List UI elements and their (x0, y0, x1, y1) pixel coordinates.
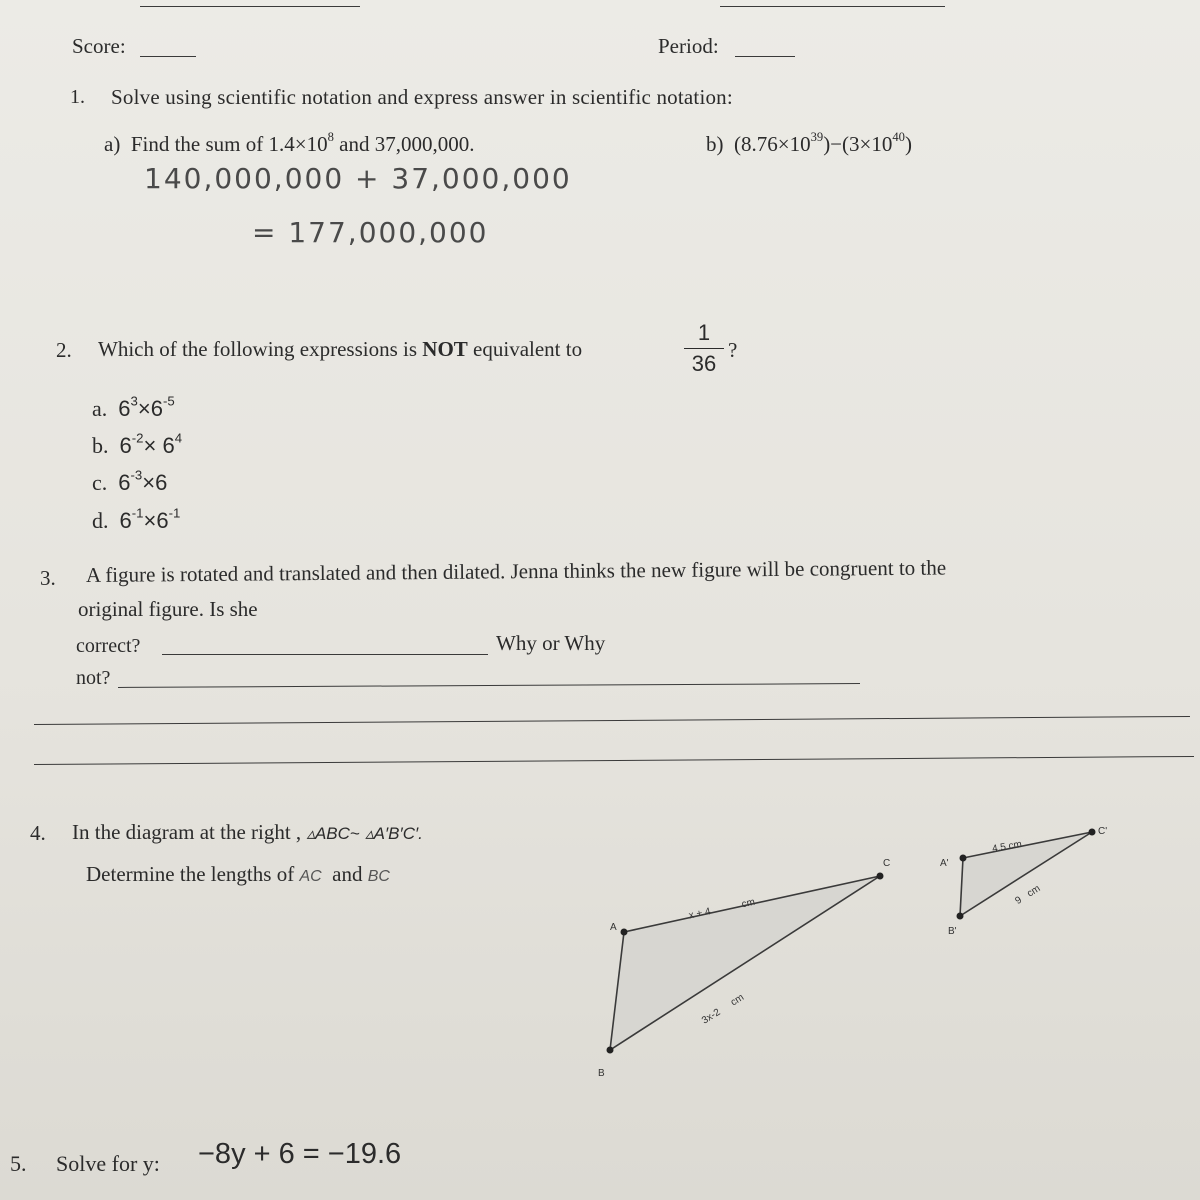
q2-prompt-bold: NOT (422, 337, 468, 361)
option-label: c. (92, 470, 108, 495)
option-op: ×6 (142, 470, 168, 495)
side-a2c2-label: 4.5 cm (991, 838, 1023, 855)
vertex-c-label: C (883, 858, 891, 869)
option-exp1: -1 (131, 505, 144, 521)
q1-b-exp1: 39 (810, 129, 824, 144)
vertex-c2-label: C' (1098, 826, 1108, 837)
q5-number: 5. (10, 1151, 27, 1176)
vertex-b-dot (607, 1047, 614, 1054)
option-op: × 6 (143, 433, 175, 458)
q5-prompt: Solve for y: (56, 1151, 160, 1176)
q1-a-text: Find the sum of 1.4×10 (130, 132, 328, 156)
vertex-a2-label: A' (940, 858, 949, 869)
q2-fraction-numerator: 1 (697, 320, 711, 345)
q2-fraction-denominator: 36 (691, 351, 717, 376)
q3-line1: A figure is rotated and translated and then dilated. Jenna thinks the new figure will be congruent to the (85, 555, 947, 587)
q1-b-label: b) (706, 132, 724, 156)
q1-handwritten-work-2: = 177,000,000 (252, 216, 489, 249)
q3-not-label: not? (76, 667, 111, 689)
vertex-b-label: B (598, 1068, 605, 1079)
q3-line2: original figure. Is she (78, 597, 258, 621)
option-exp1: -2 (131, 430, 144, 446)
q3-number: 3. (40, 566, 56, 590)
q2-prompt-after: equivalent to (467, 337, 583, 361)
option-op: ×6 (137, 396, 163, 421)
vertex-a2-dot (960, 855, 967, 862)
q1-b-exp2: 40 (892, 129, 905, 144)
q3-why-label: Why or Why (496, 631, 606, 655)
q4-number: 4. (30, 821, 46, 845)
side-bc-label: 3x-2 (700, 1006, 723, 1027)
side-b2c2-label: 9 (1013, 894, 1024, 907)
q4-segment-bc: BC (367, 868, 390, 885)
q4-and: and (332, 862, 363, 886)
q2-prompt-before: Which of the following expressions is (98, 337, 423, 361)
period-label: Period: (658, 34, 719, 58)
side-bc-unit: cm (728, 992, 747, 1009)
option-exp1: -3 (130, 467, 143, 483)
q4-triangle-abc: ▵ABC (306, 824, 350, 843)
vertex-c-dot (877, 873, 884, 880)
q2-number: 2. (56, 338, 72, 362)
q1-b-close: ) (904, 132, 912, 156)
vertex-b2-label: B' (948, 926, 957, 937)
option-base: 6 (119, 433, 132, 458)
q4-line2-text: Determine the lengths of (86, 862, 295, 886)
vertex-b2-dot (957, 913, 964, 920)
q4-segment-ac: AC (299, 868, 322, 885)
option-exp1: 3 (130, 393, 138, 409)
option-label: b. (92, 433, 109, 458)
q4-similar-sign: ~ (349, 824, 360, 843)
option-base: 6 (119, 508, 132, 533)
q1-a-label: a) (104, 132, 121, 156)
option-exp2: -1 (168, 505, 181, 521)
triangle-abc-prime (960, 832, 1092, 916)
side-ac-label: x + 4 (687, 906, 712, 922)
side-ac-unit: cm (740, 896, 757, 911)
q5-equation: −8y + 6 = −19.6 (198, 1138, 402, 1170)
q1-number: 1. (70, 86, 85, 108)
q1-handwritten-work-1: 140,000,000 + 37,000,000 (144, 162, 572, 195)
option-base: 6 (118, 396, 131, 421)
option-exp2: 4 (174, 430, 183, 446)
vertex-a-dot (621, 929, 628, 936)
score-label: Score: (72, 34, 126, 58)
option-label: a. (92, 396, 108, 421)
q2-question-mark: ? (728, 338, 738, 362)
option-op: ×6 (143, 508, 169, 533)
q1-b-mid: )−(3×10 (823, 132, 893, 156)
option-label: d. (92, 508, 109, 533)
vertex-c2-dot (1089, 829, 1096, 836)
q1-a-exponent: 8 (327, 129, 334, 144)
side-b2c2-unit: cm (1025, 883, 1043, 900)
q1-b-open: (8.76×10 (734, 132, 811, 156)
q3-correct-label: correct? (76, 635, 141, 657)
q4-line1-text: In the diagram at the right , (72, 820, 302, 844)
option-exp2: -5 (162, 393, 175, 409)
vertex-a-label: A (610, 922, 617, 933)
q4-triangle-abc-prime: ▵A′B′C′. (365, 824, 423, 843)
q1-prompt: Solve using scientific notation and express answer in scientific notation: (111, 85, 733, 109)
q1-a-text-after: and 37,000,000. (333, 132, 475, 156)
option-base: 6 (118, 470, 131, 495)
